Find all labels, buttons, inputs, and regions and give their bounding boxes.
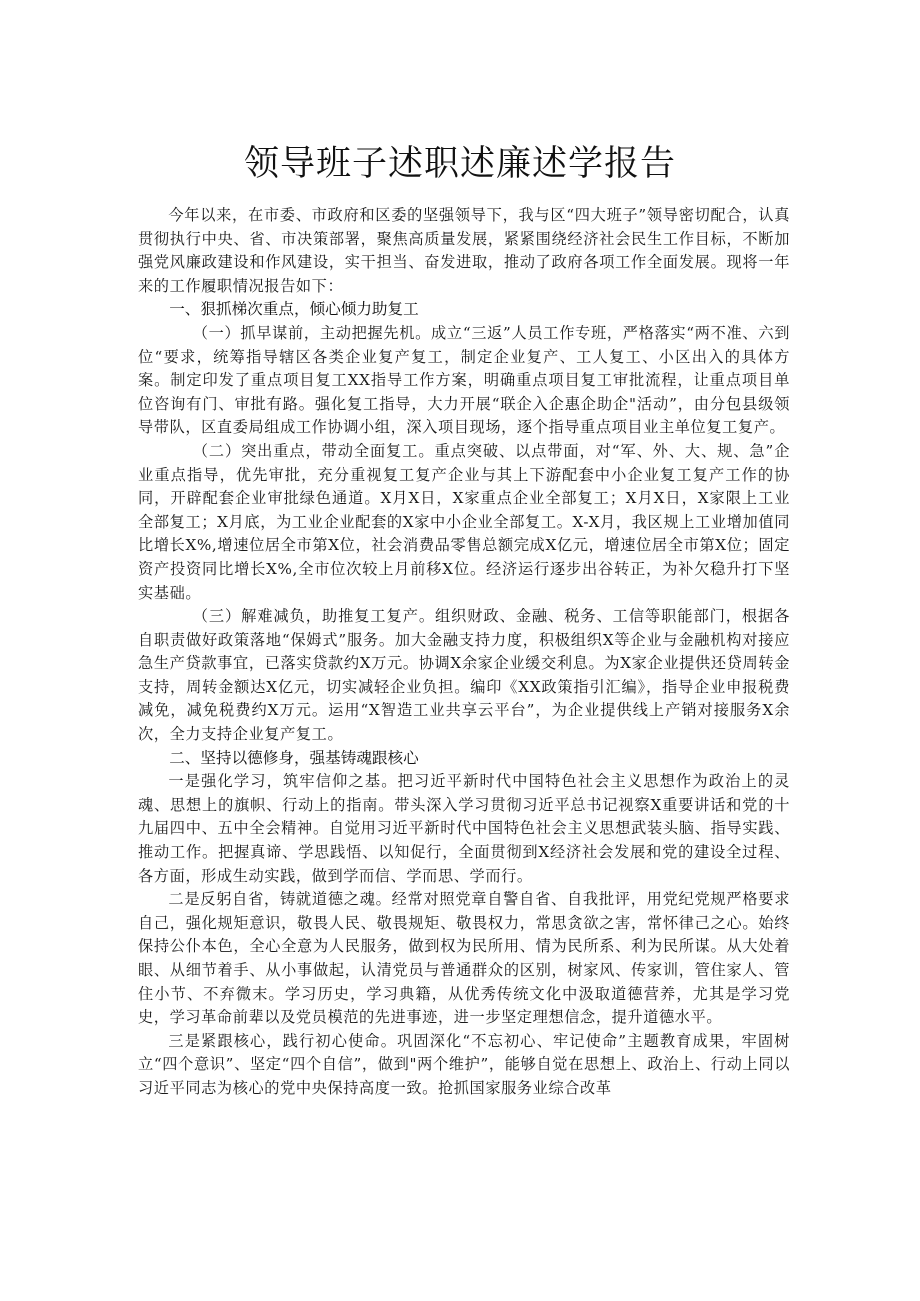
document-title: 领导班子述职述廉述学报告 [243, 144, 676, 184]
section-1-heading: 一、狠抓梯次重点，倾心倾力助复工 [169, 300, 419, 319]
section-1-paragraph-1: （一）抓早谋前，主动把握先机。成立“三返”人员工作专班，严格落实“两不准、六到位“要求，统筹指导辖区各类企业复产复工，制定企业复产、工人复工、小区出入的具体方案。制定印发了重点项目复工XX指导工作方案，明确重点项目复工审批流程，让重点项目单位咨询有门、审批有路。强化复工指导，大力开展“联企入企惠企助企"活动”，由分包县级领导带队，区直委局组成工作协调小组，深入项目现场，逐个指导重点项目业主单位复工复产。 [138, 323, 790, 437]
section-1-paragraph-3: （三）解难减负，助推复工复产。组织财政、金融、税务、工信等职能部门，根据各自职责做好政策落地“保姆式”服务。加大金融支持力度，积极组织X等企业与金融机构对接应急生产贷款事宜，已落实贷款约X万元。协调X余家企业缓交利息。为X家企业提供还贷周转金支持，周转金额达X亿元，切实减轻企业负担。编印《XX政策指引汇编》，指导企业申报税费减免，减免税费约X万元。运用“X智造工业共享云平台”，为企业提供线上产销对接服务X余次，全力支持企业复产复工。 [138, 607, 790, 744]
intro-paragraph: 今年以来，在市委、市政府和区委的坚强领导下，我与区“四大班子”领导密切配合，认真贯彻执行中央、省、市决策部署，聚焦高质量发展，紧紧围绕经济社会民生工作目标，不断加强党风廉政建设和作风建设，实干担当、奋发进取，推动了政府各项工作全面发展。现将一年来的工作履职情况报告如下： [138, 206, 790, 295]
document-body [138, 204, 790, 1101]
section-2-heading: 二、坚持以德修身，强基铸魂跟核心 [169, 748, 419, 767]
section-2-paragraph-2: 二是反躬自省，铸就道德之魂。经常对照党章自警自省、自我批评，用党纪党规严格要求自己，强化规矩意识，敬畏人民、敬畏规矩、敬畏权力，常思贪欲之害，常怀律己之心。始终保持公仆本色，全心全意为人民服务，做到权为民所用、情为民所系、利为民所谋。从大处着眼、从细节着手、从小事做起，认清党员与普通群众的区别，树家风、传家训，管住家人、管住小节、不弃微末。学习历史，学习典籍，从优秀传统文化中汲取道德营养，尤其是学习党史，学习革命前辈以及党员模范的先进事迹，进一步坚定理想信念，提升道德水平。 [138, 890, 790, 1027]
section-2-paragraph-3: 三是紧跟核心，践行初心使命。巩固深化“不忘初心、牢记使命”主题教育成果，牢固树立“四个意识”、坚定“四个自信”，做到"两个维护”，能够自觉在思想上、政治上、行动上同以习近平同志为核心的党中央保持高度一致。抢抓国家服务业综合改革 [138, 1031, 790, 1097]
section-2-paragraph-1: 一是强化学习，筑牢信仰之基。把习近平新时代中国特色社会主义思想作为政治上的灵魂、思想上的旗帜、行动上的指南。带头深入学习贯彻习近平总书记视察X重要讲话和党的十九届四中、五中全会精神。自觉用习近平新时代中国特色社会主义思想武装头脑、指导实践、推动工作。把握真谛、学思践悟、以知促行，全面贯彻到X经济社会发展和党的建设全过程、各方面，形成生动实践，做到学而信、学而思、学而行。 [138, 772, 790, 885]
section-1-paragraph-2: （二）突出重点，带动全面复工。重点突破、以点带面，对“军、外、大、规、急”企业重点指导，优先审批，充分重视复工复产企业与其上下游配套中小企业复工复产工作的协同，开辟配套企业审批绿色通道。X月X日，X家重点企业全部复工；X月X日，X家限上工业全部复工；X月底，为工业企业配套的X家中小企业全部复工。X-X月，我区规上工业增加值同比增长X%,增速位居全市第X位，社会消费品零售总额完成X亿元，增速位居全市第X位；固定资产投资同比增长X%,全市位次较上月前移X位。经济运行逐步出谷转正，为补欠稳升打下坚实基础。 [138, 441, 790, 602]
